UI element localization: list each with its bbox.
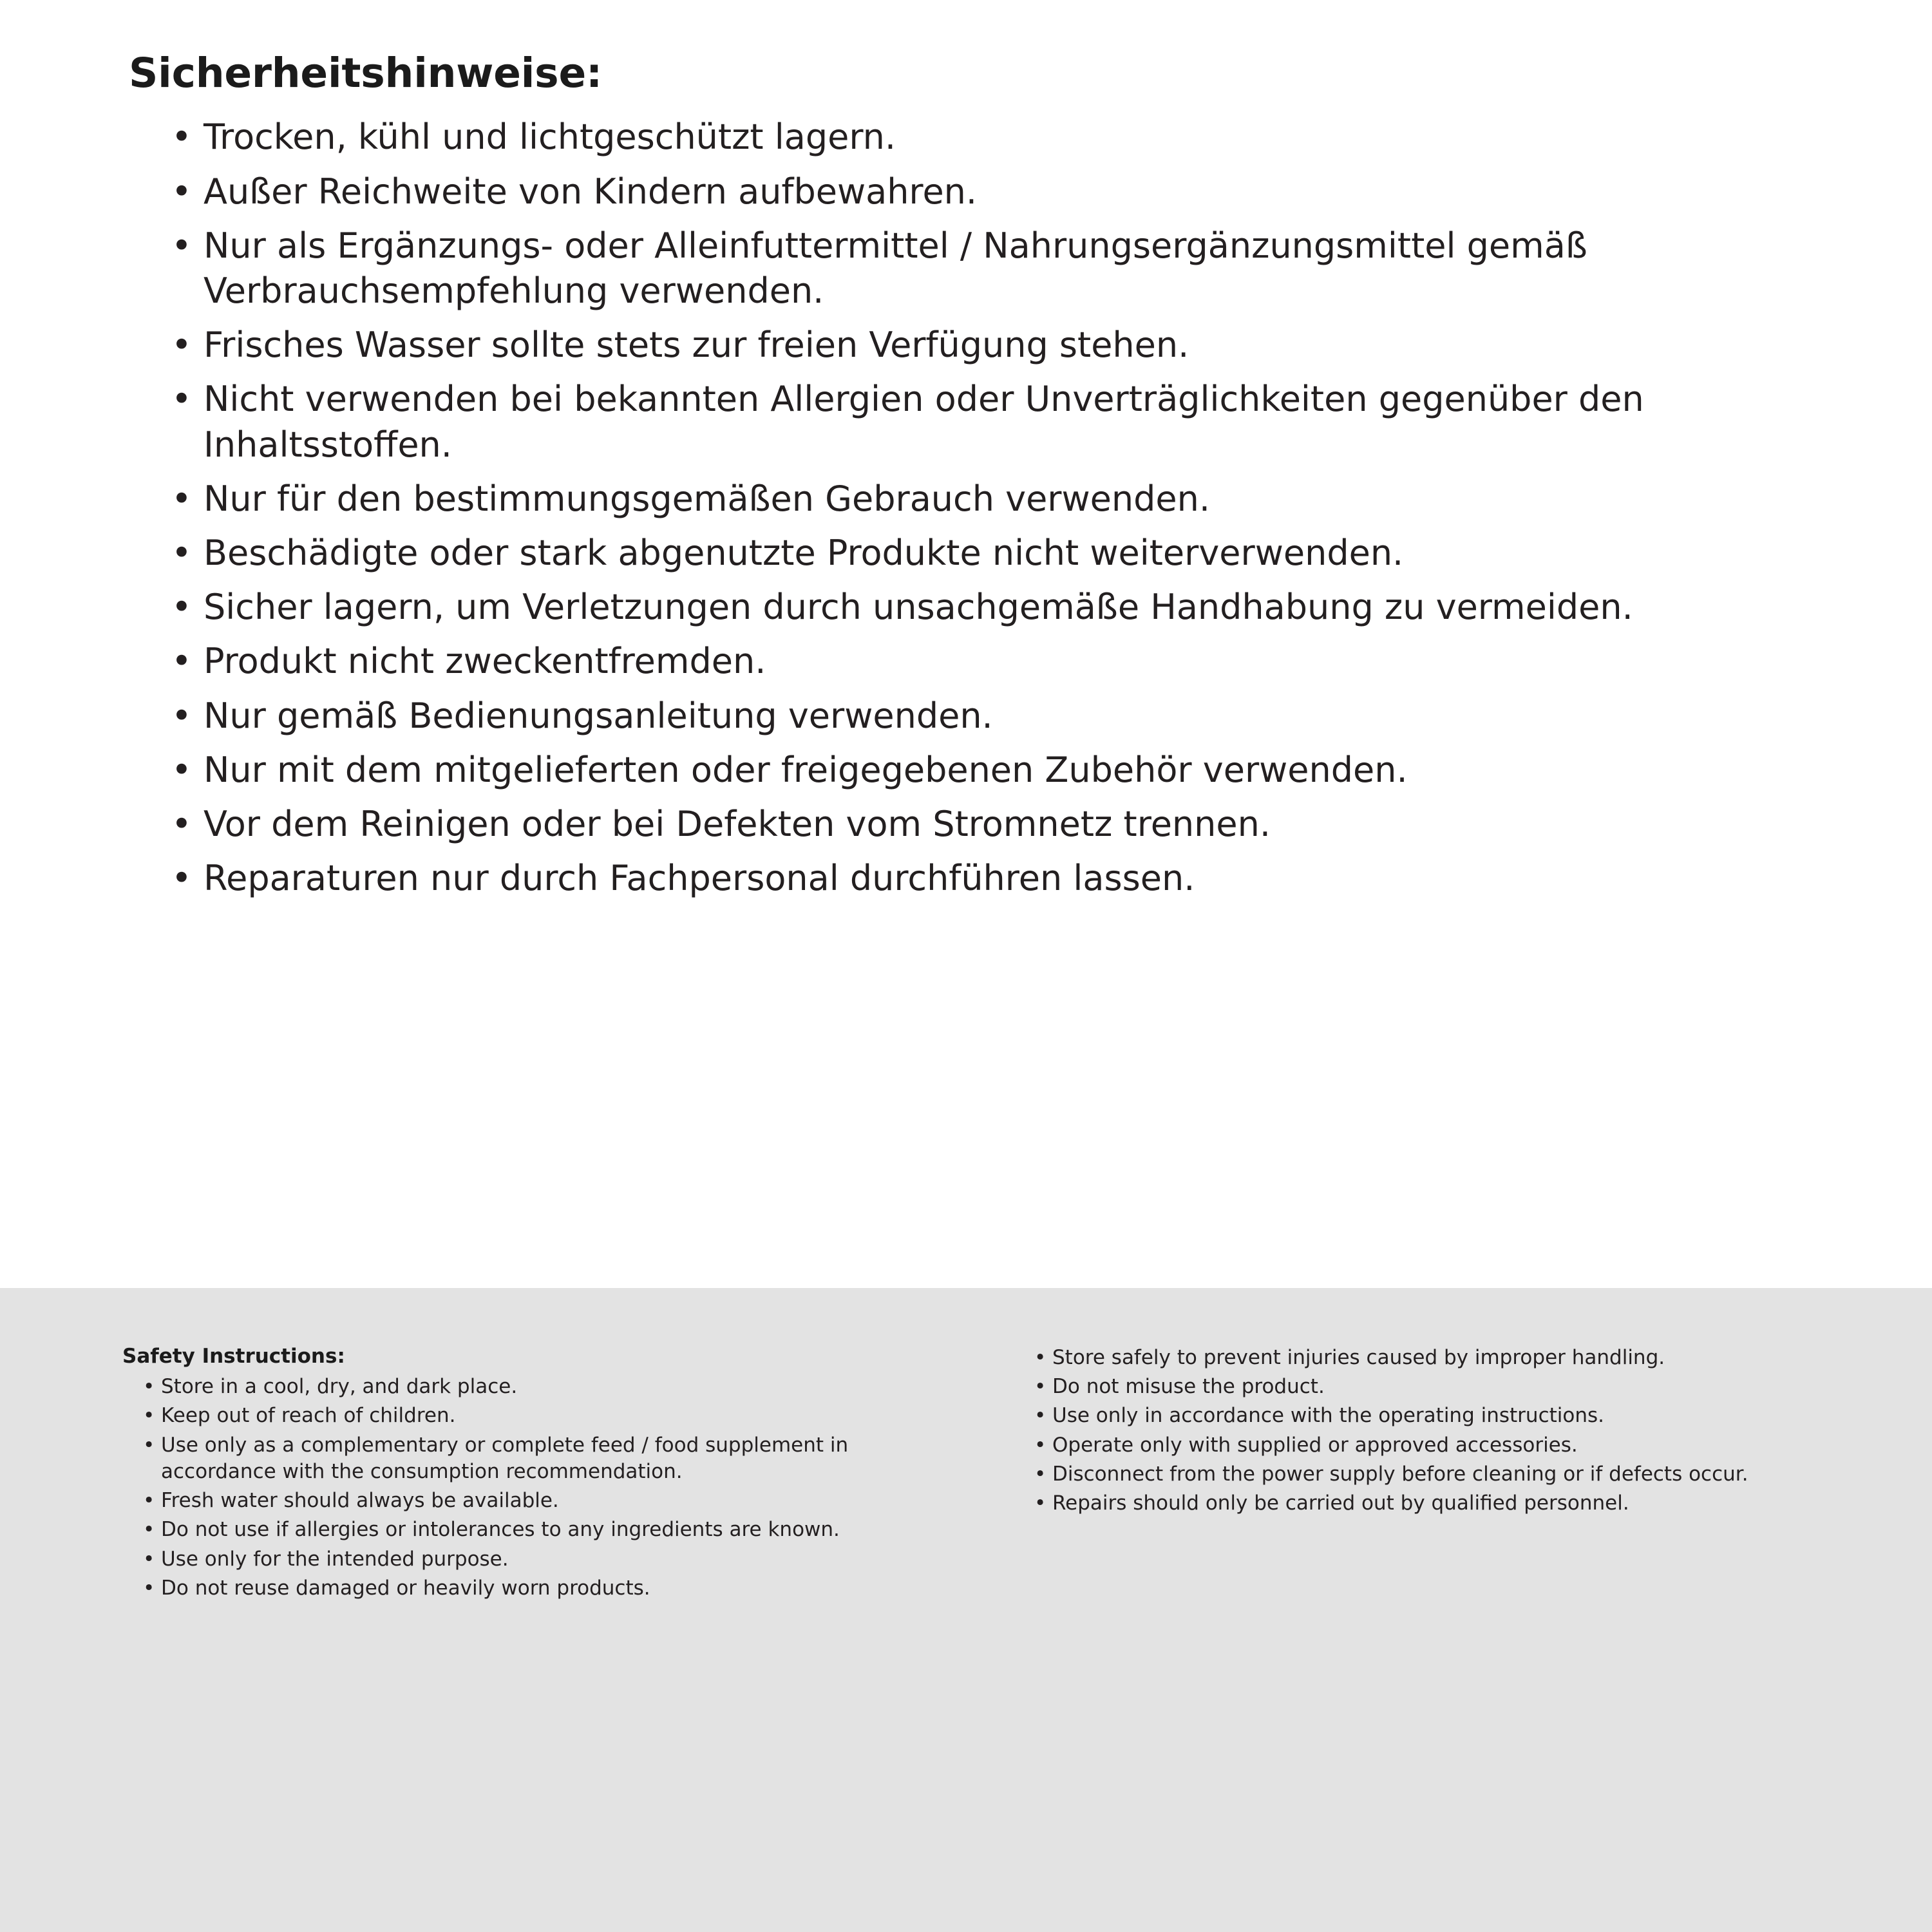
list-item: [1034, 1461, 1855, 1488]
list-item: [166, 169, 1835, 214]
list-item-text: Frisches Wasser sollte stets zur freien Verfügung stehen.: [204, 325, 1189, 366]
list-item: [166, 639, 1835, 684]
german-section-title: Sicherheitshinweise:: [129, 50, 602, 97]
bullet-icon: •: [1034, 1462, 1046, 1486]
english-column-left: [122, 1345, 963, 1604]
list-item: [166, 223, 1835, 314]
english-section-title: Safety Instructions:: [122, 1345, 345, 1368]
list-item-text: Außer Reichweite von Kindern aufbewahren.: [204, 171, 978, 212]
bullet-icon: •: [171, 641, 192, 682]
bullet-icon: •: [143, 1489, 155, 1513]
list-item-text: Fresh water should always be available.: [161, 1489, 559, 1513]
english-safety-list-right: [1014, 1345, 1855, 1517]
bullet-icon: •: [1034, 1375, 1046, 1399]
bullet-icon: •: [171, 695, 192, 736]
german-safety-list: [129, 115, 1835, 901]
list-item-text: Nur mit dem mitgelieferten oder freigegebenen Zubehör verwenden.: [204, 749, 1408, 790]
bullet-icon: •: [143, 1547, 155, 1571]
english-safety-section: [0, 1288, 1932, 1932]
english-safety-list-left: [122, 1374, 963, 1602]
bullet-icon: •: [143, 1576, 155, 1600]
bullet-icon: •: [171, 478, 192, 519]
list-item-text: Use only for the intended purpose.: [161, 1547, 509, 1571]
list-item: [166, 323, 1835, 368]
bullet-icon: •: [171, 749, 192, 790]
list-item-text: Nur gemäß Bedienungsanleitung verwenden.: [204, 695, 993, 736]
list-item: [1034, 1345, 1855, 1371]
bullet-icon: •: [171, 379, 192, 420]
bullet-icon: •: [171, 325, 192, 366]
list-item: [1034, 1490, 1855, 1517]
list-item-text: Vor dem Reinigen oder bei Defekten vom Stromnetz trennen.: [204, 803, 1271, 844]
bullet-icon: •: [143, 1433, 155, 1457]
list-item: [143, 1432, 963, 1485]
list-item-text: Nicht verwenden bei bekannten Allergien oder Unverträglichkeiten gegenüber den Inhaltsstoffen.: [204, 379, 1644, 465]
list-item: [143, 1403, 963, 1429]
list-item-text: Nur als Ergänzungs- oder Alleinfuttermittel / Nahrungsergänzungsmittel gemäß Verbrauchsempfehlung verwenden.: [204, 225, 1587, 311]
list-item-text: Reparaturen nur durch Fachpersonal durchführen lassen.: [204, 858, 1195, 899]
english-columns: [122, 1345, 1855, 1604]
list-item-text: Disconnect from the power supply before cleaning or if defects occur.: [1052, 1462, 1748, 1486]
list-item: [166, 585, 1835, 630]
list-item: [1034, 1432, 1855, 1459]
list-item-text: Produkt nicht zweckentfremden.: [204, 641, 766, 682]
bullet-icon: •: [1034, 1492, 1046, 1515]
bullet-icon: •: [1034, 1433, 1046, 1457]
list-item-text: Beschädigte oder stark abgenutzte Produkte nicht weiterverwenden.: [204, 532, 1404, 573]
list-item-text: Nur für den bestimmungsgemäßen Gebrauch verwenden.: [204, 478, 1210, 519]
list-item-text: Store safely to prevent injuries caused by improper handling.: [1052, 1346, 1665, 1369]
bullet-icon: •: [143, 1375, 155, 1399]
bullet-icon: •: [171, 171, 192, 212]
english-column-right: [1014, 1345, 1855, 1519]
list-item-text: Do not misuse the product.: [1052, 1375, 1325, 1399]
list-item: [1034, 1403, 1855, 1429]
bullet-icon: •: [171, 117, 192, 158]
list-item: [166, 856, 1835, 901]
bullet-icon: •: [143, 1404, 155, 1428]
list-item: [166, 377, 1835, 467]
list-item-text: Use only in accordance with the operating instructions.: [1052, 1404, 1604, 1428]
list-item-text: Use only as a complementary or complete feed / food supplement in accordance with the consumption recommendation.: [161, 1433, 849, 1483]
bullet-icon: •: [171, 587, 192, 628]
list-item: [143, 1517, 963, 1543]
list-item: [143, 1488, 963, 1514]
list-item-text: Operate only with supplied or approved accessories.: [1052, 1433, 1578, 1457]
list-item: [166, 477, 1835, 522]
list-item-text: Repairs should only be carried out by qualified personnel.: [1052, 1492, 1629, 1515]
list-item: [143, 1546, 963, 1573]
list-item: [143, 1374, 963, 1400]
bullet-icon: •: [171, 225, 192, 266]
list-item: [166, 694, 1835, 739]
bullet-icon: •: [171, 532, 192, 573]
list-item: [143, 1575, 963, 1602]
list-item-text: Do not reuse damaged or heavily worn products.: [161, 1576, 650, 1600]
list-item: [166, 748, 1835, 793]
list-item: [166, 802, 1835, 847]
list-item-text: Store in a cool, dry, and dark place.: [161, 1375, 518, 1399]
list-item: [166, 115, 1835, 160]
list-item: [1034, 1374, 1855, 1400]
list-item-text: Keep out of reach of children.: [161, 1404, 456, 1428]
bullet-icon: •: [1034, 1404, 1046, 1428]
list-item-text: Trocken, kühl und lichtgeschützt lagern.: [204, 117, 896, 158]
bullet-icon: •: [171, 858, 192, 899]
bullet-icon: •: [1034, 1346, 1046, 1369]
list-item: [166, 531, 1835, 576]
list-item-text: Sicher lagern, um Verletzungen durch unsachgemäße Handhabung zu vermeiden.: [204, 587, 1633, 628]
bullet-icon: •: [143, 1518, 155, 1542]
bullet-icon: •: [171, 803, 192, 844]
list-item-text: Do not use if allergies or intolerances to any ingredients are known.: [161, 1518, 840, 1542]
